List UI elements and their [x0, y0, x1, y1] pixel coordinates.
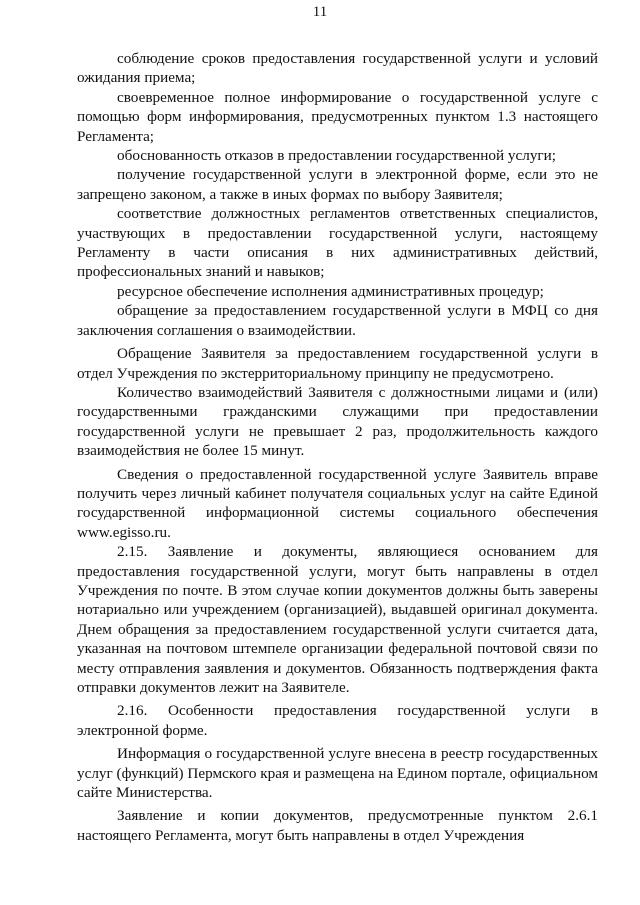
page-number: 11 [312, 4, 328, 20]
paragraph: своевременное полное информирование о государственной услуге с помощью форм информирования, предусмотренных пунктом 1.3 настоящего Регламента; [77, 88, 598, 145]
paragraph: ресурсное обеспечение исполнения административных процедур; [117, 282, 544, 300]
paragraph: Количество взаимодействий Заявителя с должностными лицами и (или) государственными гражданскими служащими при предоставлении государственной услуги не превышает 2 раз, продолжительность каждого взаимодействия не более 15 минут. [77, 383, 598, 460]
document-body [77, 49, 598, 845]
paragraph: Информация о государственной услуге внесена в реестр государственных услуг (функций) Пермского края и размещена на Едином портале, официальном сайте Министерства. [77, 745, 598, 802]
paragraph: Заявление и копии документов, предусмотренные пунктом 2.6.1 настоящего Регламента, могут быть направлены в отдел Учреждения [77, 807, 598, 844]
paragraph: обращение за предоставлением государственной услуги в МФЦ со дня заключения соглашения о взаимодействии. [77, 302, 598, 339]
paragraph: получение государственной услуги в электронной форме, если это не запрещено законом, а также в иных формах по выбору Заявителя; [77, 166, 598, 203]
paragraph: соответствие должностных регламентов ответственных специалистов, участвующих в предоставлении государственной услуги, настоящему Регламенту в части описания в них административных действий, профессиональных знаний и навыков; [77, 205, 598, 281]
paragraph: Сведения о предоставленной государственной услуге Заявитель вправе получить через личный кабинет получателя социальных услуг на сайте Единой государственной информационной системы социального обеспечения www.egisso.ru. [77, 465, 598, 541]
section-2-15-paragraph: 2.15. Заявление и документы, являющиеся основанием для предоставления государственной услуги, могут быть направлены в отдел Учреждения по почте. В этом случае копии документов должны быть заверены нотариально или учреждением (организацией), выдавшей оригинал документа. Днем обращения за предоставлением государственной услуги считается дата, указанная на почтовом штемпеле организации федеральной почтовой связи по месту отправления заявления и документов. Обязанность подтверждения факта отправки документов лежит на Заявителе. [77, 543, 598, 696]
paragraph: обоснованность отказов в предоставлении государственной услуги; [117, 147, 557, 165]
paragraph: Обращение Заявителя за предоставлением государственной услуги в отдел Учреждения по экстерриториальному принципу не предусмотрено. [77, 345, 598, 382]
section-2-16-heading: 2.16. Особенности предоставления государственной услуги в электронной форме. [77, 702, 598, 739]
paragraph: соблюдение сроков предоставления государственной услуги и условий ожидания приема; [77, 50, 598, 87]
